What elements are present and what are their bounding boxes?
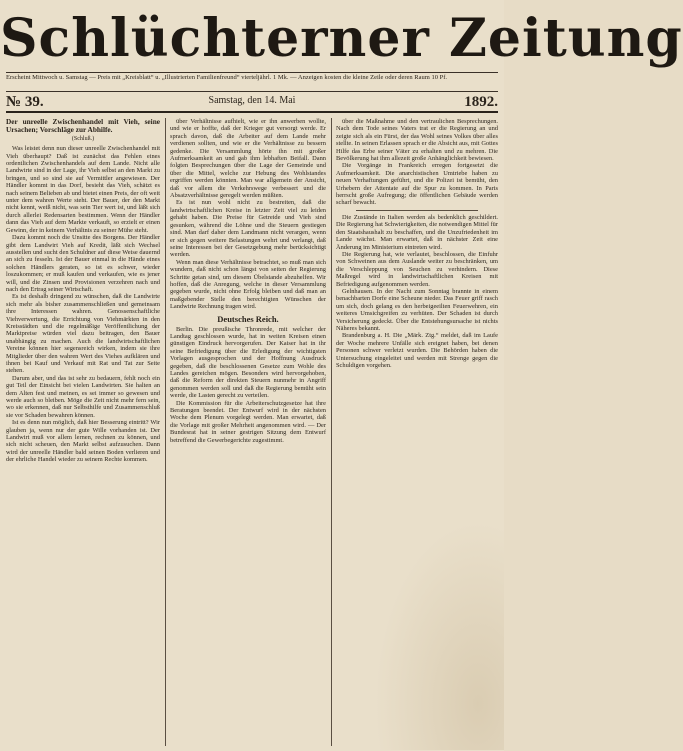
paragraph: Dazu kommt noch die Unsitte des Borgens. Der Händler gibt dem Landwirt Vieh auf Kredit, läßt sich Wechsel ausstellen und sucht den Schuldner auf diese Weise dauernd an sich zu fesseln. Ist der Bauer einmal in die Hände eines solchen Händlers geraten, so ist es schwer, wieder loszukommen; er muß kaufen und verkaufen, wie es jener will, und die Zinsen und Provisionen verzehren nach und nach den Ertrag seiner Wirtschaft. (6, 234, 160, 293)
paragraph: Es ist nun wohl nicht zu bestreiten, daß die landwirtschaftlichen Kreise in letzter Zeit viel zu leiden gehabt haben. Die Preise für Getreide und Vieh sind gesunken, während die Löhne und die Steuern gestiegen sind. Man darf daher dem Landmann nicht verargen, wenn er sich gegen weitere Belastungen wehrt und verlangt, daß seine Interessen bei der Gesetzgebung mehr berücksichtigt werden. (170, 199, 326, 259)
masthead-title: Schlüchterner Zeitung (0, 8, 683, 69)
paragraph: Berlin. Die preußische Thronrede, mit welcher der Landtag geschlossen wurde, hat in weiten Kreisen einen günstigen Eindruck hervorgerufen. Der Kaiser hat in ihr seine Befriedigung über die Erledigung der wichtigsten Vorlagen ausgesprochen und der Hoffnung Ausdruck gegeben, daß die beschlossenen Gesetze zum Wohle des Landes gereichen mögen. Besonders wird hervorgehoben, daß die Reform der direkten Steuern nunmehr in Angriff genommen werden soll und daß die Regierung bemüht sein werde, die Lasten gerecht zu verteilen. (170, 325, 326, 400)
paragraph: über die Maßnahme und den vertraulichen Besprechungen. Nach dem Tode seines Vaters trat er die Regierung an und zeigte sich als ein Fürst, der das Wohl seines Volkes über alles stellte. In seinen Erlassen sprach er die Absicht aus, mit Gottes Hilfe das Erbe seiner Väter zu erhalten und zu mehren. Die Bevölkerung hat ihm allezeit große Anhänglichkeit bewiesen. (336, 118, 498, 163)
issue-date: Samstag, den 14. Mai (208, 95, 296, 106)
column-rule (165, 118, 166, 746)
column-2 (170, 118, 326, 746)
paragraph: Die Kommission für die Arbeiterschutzgesetze hat ihre Beratungen beendet. Der Entwurf wird in der nächsten Woche dem Plenum vorgelegt werden. Man erwartet, daß die Vorlage mit großer Mehrheit angenommen wird. — Der Bundesrat hat in seiner gestrigen Sitzung dem Entwurf betreffend die Gewerbegerichte zugestimmt. (170, 399, 326, 444)
paragraph: Was leistet denn nun dieser unreelle Zwischenhandel mit Vieh überhaupt? Daß ist zunächst das Fehlen eines ordentlichen Zwischenhandels auf dem Lande. Nicht alle Landwirte sind in der Lage, ihr Vieh selbst an den Markt zu bringen, und so sind sie auf Vermittler angewiesen. Der Händler kommt in das Dorf, besieht das Vieh, schätzt es nach seinem Belieben ab und bietet einen Preis, der oft weit unter dem wahren Werte steht. Der Bauer, der den Markt nicht kennt, weiß nicht, was sein Tier wert ist, und läßt sich durch allerlei Redensarten bestimmen. Wenn der Händler dann das Vieh auf dem Markte verkauft, so erzielt er einen Gewinn, der in keinem Verhältnis zu seiner Mühe steht. (6, 145, 160, 234)
subscription-line: Erscheint Mittwoch u. Samstag — Preis mit „Kreisblatt“ u. „Illustrierten Familienfreund“ vierteljährl. 1 Mk. — Anzeigen kosten die kleine Zeile oder deren Raum 10 Pf. (6, 72, 498, 92)
paragraph: Ist es denn nun möglich, daß hier Besserung eintritt? Wir glauben ja, wenn nur der gute Wille vorhanden ist. Der Landwirt muß vor allem lernen, rechnen zu können, und sich nicht scheuen, den Markt selbst aufzusuchen. Dann wird der unreelle Händler bald seinen Boden verlieren und der ehrliche Handel wieder zu seinem Rechte kommen. (6, 419, 160, 464)
article-headline: Der unreelle Zwischenhandel mit Vieh, seine Ursachen; Vorschläge zur Abhilfe. (6, 117, 160, 135)
column-rule (331, 118, 332, 746)
paragraph: Die Regierung hat, wie verlautet, beschlossen, die Einfuhr von Schweinen aus dem Auslande weiter zu beschränken, um die Verschleppung von Seuchen zu verhindern. Diese Maßregel wird in landwirtschaftlichen Kreisen mit Befriedigung aufgenommen werden. (336, 250, 498, 288)
section-divider (356, 210, 478, 211)
issue-year: 1892. (464, 94, 498, 110)
section-heading: Deutsches Reich. (217, 313, 279, 324)
issue-number: № 39. (6, 94, 44, 110)
paragraph: Die Zustände in Italien werden als bedenklich geschildert. Die Regierung hat Schwierigkeiten, die notwendigen Mittel für den Staatshaushalt zu beschaffen, und die Unzufriedenheit im Lande wächst. Man erwartet, daß in nächster Zeit eine Änderung im Ministerium eintreten wird. (336, 213, 498, 251)
column-3 (336, 118, 498, 746)
column-1 (6, 118, 160, 746)
paragraph: Darum aber, und das ist sehr zu bedauern, fehlt noch ein gut Teil der Einsicht bei vielen Landwirten. Sie halten an dem Alten fest und meinen, es sei immer so gewesen und werde auch so bleiben. Möge die Zeit nicht mehr fern sein, wo sie erkennen, daß nur Selbsthilfe und Zusammenschluß sie vor Schaden bewahren können. (6, 374, 160, 419)
paragraph: Wenn man diese Verhältnisse betrachtet, so muß man sich wundern, daß nicht schon längst von seiten der Regierung Schritte getan sind, um diesem Übelstande abzuhelfen. Wir hoffen, daß die Anregung, welche in dieser Versammlung gegeben wurde, nicht ohne Erfolg bleiben und daß man an maßgebender Stelle den berechtigten Wünschen der Landwirte Rechnung tragen wird. (170, 258, 326, 311)
paragraph: Brandenburg a. H. Die „Märk. Ztg.“ meldet, daß im Laufe der Woche mehrere Unfälle sich ereignet haben, bei denen Personen schwer verletzt wurden. Die Behörden haben die Untersuchung eingeleitet und werden mit Strenge gegen die Schuldigen vorgehen. (336, 332, 498, 369)
paragraph: Gelnhausen. In der Nacht zum Sonntag brannte in einem benachbarten Dorfe eine Scheune nieder. Das Feuer griff rasch um sich, doch gelang es den herbeigeeilten Feuerwehren, ein weiteres Umsichgreifen zu verhüten. Der Schaden ist durch Versicherung gedeckt. Über die Entstehungsursache ist nichts Näheres bekannt. (336, 287, 498, 332)
dateline (6, 93, 498, 113)
article-subhead: (Schluß.) (71, 135, 95, 142)
paragraph: Es ist deshalb dringend zu wünschen, daß die Landwirte sich mehr als bisher zusammenschließen und gemeinsam ihre Interessen wahren. Genossenschaftliche Viehverwertung, die Errichtung von Viehmärkten in den Kreisstädten und die regelmäßige Veröffentlichung der Marktpreise würden viel dazu beitragen, den Bauer unabhängig zu machen. Auch die landwirtschaftlichen Vereine können hier segensreich wirken, indem sie ihre Mitglieder über den wahren Wert des Viehes aufklären und ihnen bei Kauf und Verkauf mit Rat und Tat zur Seite stehen. (6, 293, 160, 375)
paragraph: über Verhältnisse aufhielt, wie er ihn anwerben wollte, und wie er hoffte, daß der Krieger gut versorgt werde. Er sprach davon, daß die Arbeiter auf dem Lande mehr verdienen sollten, und wie er die Verhältnisse zu bessern gedenke. Die Versammlung hörte ihn mit großer Aufmerksamkeit an und gab ihm lebhaften Beifall. Dann folgten Besprechungen über die Lage der Gemeinde und über die Mittel, welche zur Hebung des Wohlstandes ergriffen werden könnten. Man war allgemein der Ansicht, daß vor allem die Verkehrswege verbessert und die Absatzverhältnisse geregelt werden müßten. (170, 118, 326, 200)
paragraph: Die Vorgänge in Frankreich erregen fortgesetzt die Aufmerksamkeit. Die anarchistischen Umtriebe haben zu neuen Verhaftungen geführt, und die Polizei ist bemüht, den Urhebern der Attentate auf die Spur zu kommen. In Paris herrscht große Aufregung; die öffentlichen Gebäude werden scharf bewacht. (336, 162, 498, 207)
